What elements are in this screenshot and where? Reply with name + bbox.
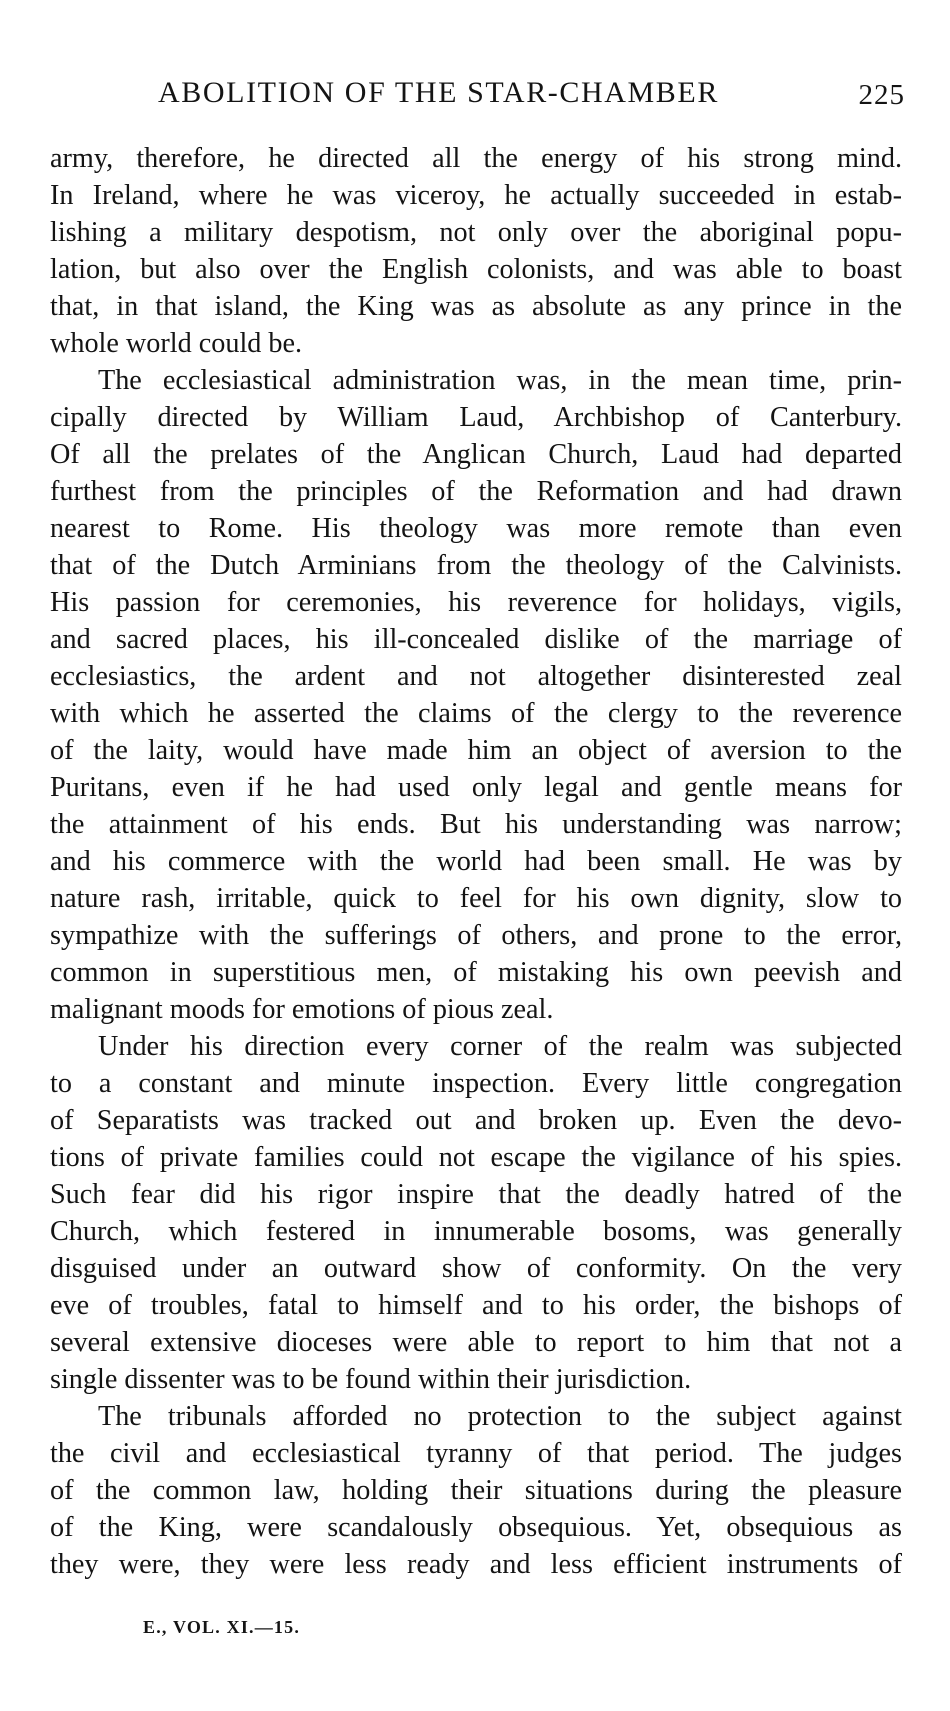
text-line: In Ireland, where he was viceroy, he actually succeeded in estab- xyxy=(50,180,902,211)
text-line: several extensive dioceses were able to report to him that not a xyxy=(50,1327,902,1358)
text-line: to a constant and minute inspection. Every little congregation xyxy=(50,1068,902,1099)
running-head xyxy=(50,73,905,113)
text-line: lation, but also over the English colonists, and was able to boast xyxy=(50,254,902,285)
text-line: ecclesiastics, the ardent and not altogether disinterested zeal xyxy=(50,661,902,692)
text-line: of the common law, holding their situations during the pleasure xyxy=(50,1475,902,1506)
text-line: Such fear did his rigor inspire that the deadly hatred of the xyxy=(50,1179,902,1210)
text-line: Under his direction every corner of the realm was subjected xyxy=(98,1031,902,1062)
text-line: cipally directed by William Laud, Archbishop of Canterbury. xyxy=(50,402,902,433)
text-line: malignant moods for emotions of pious zeal. xyxy=(50,994,554,1025)
text-line: single dissenter was to be found within their jurisdiction. xyxy=(50,1364,692,1395)
text-line: tions of private families could not escape the vigilance of his spies. xyxy=(50,1142,902,1173)
text-line: Puritans, even if he had used only legal and gentle means for xyxy=(50,772,902,803)
text-line: Church, which festered in innumerable bosoms, was generally xyxy=(50,1216,902,1247)
text-line: nature rash, irritable, quick to feel for his own dignity, slow to xyxy=(50,883,902,914)
text-line: nearest to Rome. His theology was more remote than even xyxy=(50,513,902,544)
text-line: the attainment of his ends. But his understanding was narrow; xyxy=(50,809,902,840)
text-line: sympathize with the sufferings of others, and prone to the error, xyxy=(50,920,902,951)
text-line: common in superstitious men, of mistaking his own peevish and xyxy=(50,957,902,988)
text-line: army, therefore, he directed all the energy of his strong mind. xyxy=(50,143,902,174)
text-line: with which he asserted the claims of the clergy to the reverence xyxy=(50,698,902,729)
paragraph xyxy=(50,1028,902,1398)
text-line: the civil and ecclesiastical tyranny of that period. The judges xyxy=(50,1438,902,1469)
text-line: and sacred places, his ill-concealed dislike of the marriage of xyxy=(50,624,902,655)
text-line: furthest from the principles of the Reformation and had drawn xyxy=(50,476,902,507)
text-line: The tribunals afforded no protection to the subject against xyxy=(98,1401,902,1432)
text-line: His passion for ceremonies, his reverence for holidays, vigils, xyxy=(50,587,902,618)
paragraph xyxy=(50,1398,902,1583)
text-line: of the laity, would have made him an object of aversion to the xyxy=(50,735,902,766)
text-line: they were, they were less ready and less efficient instruments of xyxy=(50,1549,902,1580)
running-title: ABOLITION OF THE STAR-CHAMBER xyxy=(158,76,719,109)
body-text xyxy=(50,140,902,1583)
text-line: eve of troubles, fatal to himself and to his order, the bishops of xyxy=(50,1290,902,1321)
text-line: lishing a military despotism, not only over the aboriginal popu- xyxy=(50,217,902,248)
text-line: of the King, were scandalously obsequious. Yet, obsequious as xyxy=(50,1512,902,1543)
paragraph xyxy=(50,362,902,1028)
text-line: and his commerce with the world had been small. He was by xyxy=(50,846,902,877)
text-line: of Separatists was tracked out and broken up. Even the devo- xyxy=(50,1105,902,1136)
page-number: 225 xyxy=(858,79,905,111)
text-line: disguised under an outward show of conformity. On the very xyxy=(50,1253,902,1284)
text-line: whole world could be. xyxy=(50,328,303,359)
text-line: that of the Dutch Arminians from the theology of the Calvinists. xyxy=(50,550,902,581)
paragraph xyxy=(50,140,902,362)
signature-mark: E., VOL. XI.—15. xyxy=(143,1617,301,1637)
text-line: that, in that island, the King was as absolute as any prince in the xyxy=(50,291,902,322)
text-line: The ecclesiastical administration was, in the mean time, prin- xyxy=(98,365,902,396)
text-line: Of all the prelates of the Anglican Church, Laud had departed xyxy=(50,439,902,470)
